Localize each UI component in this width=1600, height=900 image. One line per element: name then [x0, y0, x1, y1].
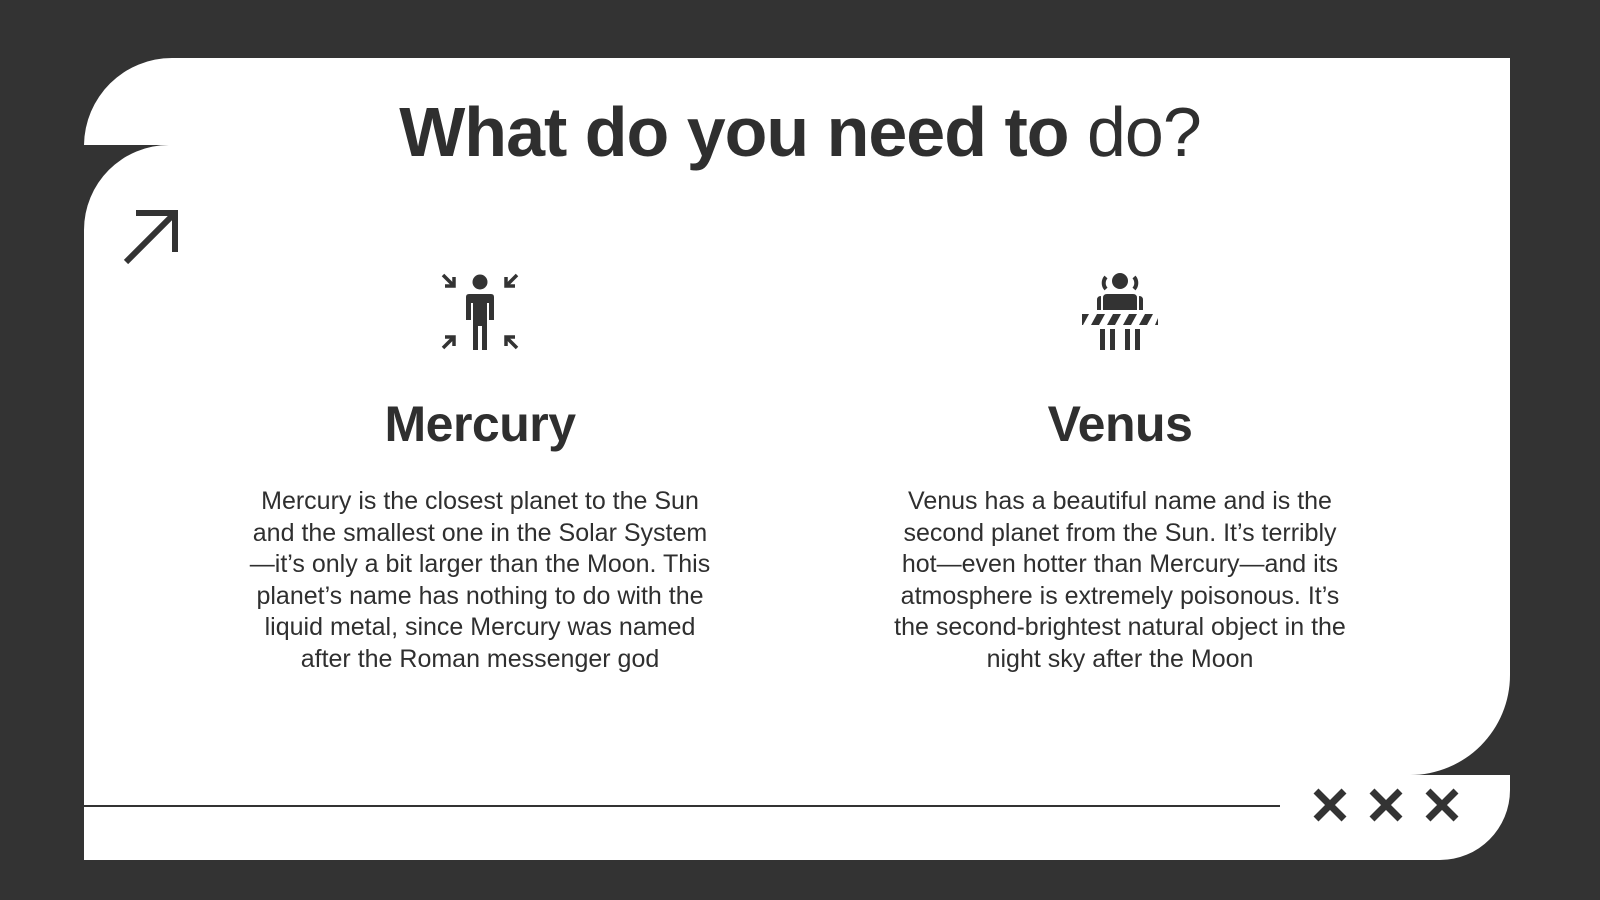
arrow-up-right-icon — [122, 208, 180, 266]
x-mark-icon — [1424, 787, 1460, 823]
column-mercury — [230, 270, 730, 675]
column-venus — [870, 270, 1370, 675]
title-bold-part: What do you need to — [399, 93, 1069, 171]
x-mark-icon — [1312, 787, 1348, 823]
venus-heading: Venus — [1047, 396, 1193, 452]
mercury-heading: Mercury — [384, 396, 576, 452]
divider-line — [84, 805, 1280, 807]
x-mark-icon — [1368, 787, 1404, 823]
slide-title — [260, 92, 1340, 172]
mercury-description: Mercury is the closest planet to the Sun and the smallest one in the Solar System—it’s only a bit larger than the Moon. This planet’s name has nothing to do with the liquid metal, since Mercury was named after the Roman messenger god — [249, 487, 711, 673]
venus-description: Venus has a beautiful name and is the second planet from the Sun. It’s terribly hot—even hotter than Mercury—and its atmosphere is extremely poisonous. It’s the second-brightest natural object in the night sky after the Moon — [894, 487, 1346, 673]
title-light-part: do? — [1086, 93, 1201, 171]
decorative-marks — [1312, 787, 1472, 825]
gather-people-icon — [439, 270, 521, 352]
crowd-barrier-icon — [1079, 270, 1161, 352]
